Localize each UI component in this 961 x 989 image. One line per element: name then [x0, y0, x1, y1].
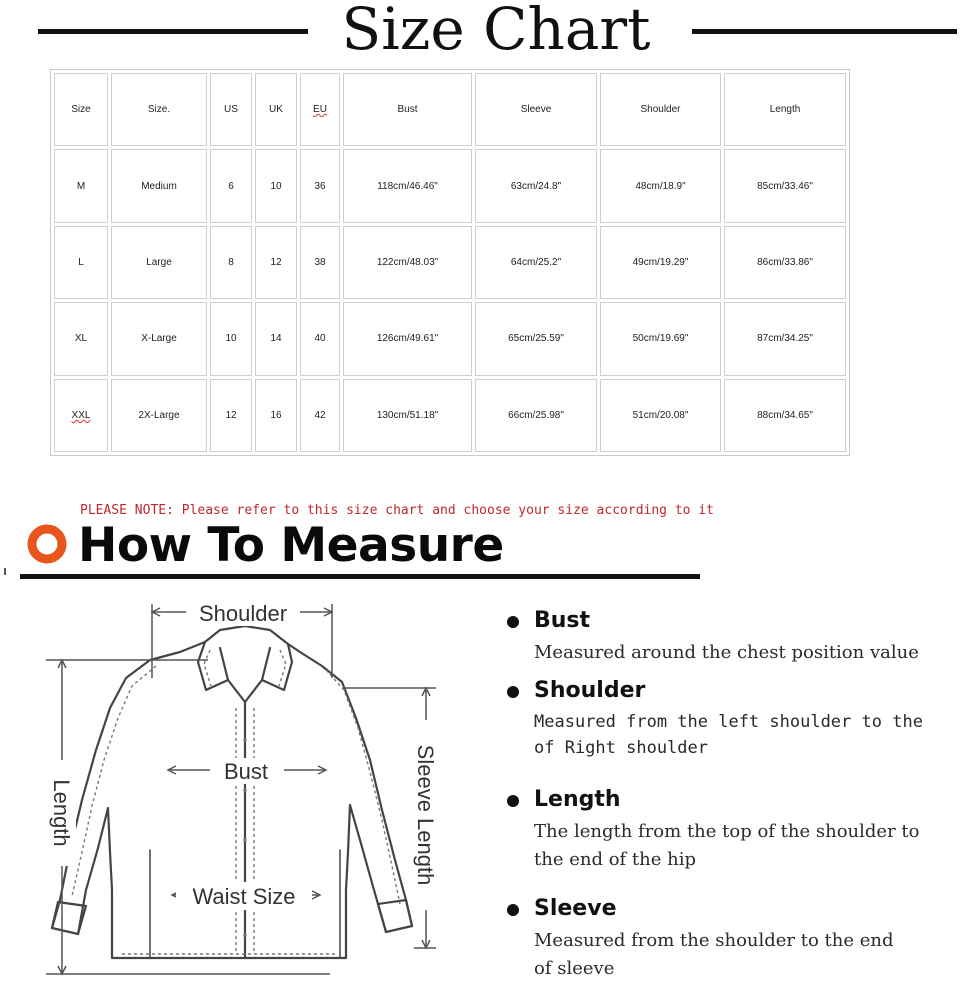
table-cell: 36 [300, 149, 340, 222]
definition-text [534, 927, 954, 983]
table-cell: 87cm/34.25" [724, 302, 846, 375]
how-to-measure-title: How To Measure [78, 518, 504, 573]
table-cell: 63cm/24.8" [475, 149, 597, 222]
bust-label: Bust [223, 759, 269, 784]
header-cell: US [210, 73, 252, 146]
title-rule-right [692, 29, 957, 34]
bullet-dot [507, 616, 519, 628]
table-header-row [54, 73, 846, 146]
definition-term: Length [534, 787, 621, 812]
definition-text [534, 639, 954, 667]
table-cell: 85cm/33.46" [724, 149, 846, 222]
definition-term: Shoulder [534, 678, 646, 703]
table-row [54, 226, 846, 299]
table-cell: 130cm/51.18" [343, 379, 472, 452]
table-row [54, 302, 846, 375]
size-note: PLEASE NOTE: Please refer to this size chart and choose your size according to it [80, 503, 714, 518]
table-cell: 118cm/46.46" [343, 149, 472, 222]
definition-line: the end of the hip [534, 849, 696, 870]
ring-icon [26, 523, 68, 565]
table-cell: 65cm/25.59" [475, 302, 597, 375]
bullet-dot [507, 686, 519, 698]
bullet-dot [507, 904, 519, 916]
table-cell: 8 [210, 226, 252, 299]
table-row [54, 149, 846, 222]
table-cell: 42 [300, 379, 340, 452]
table-cell: 16 [255, 379, 297, 452]
table-cell: L [54, 226, 108, 299]
table-cell: 64cm/25.2" [475, 226, 597, 299]
definition-line: Measured around the chest position value [534, 642, 919, 663]
definition-term: Bust [534, 608, 591, 633]
table-cell: M [54, 149, 108, 222]
table-cell: 12 [255, 226, 297, 299]
header-cell: Shoulder [600, 73, 721, 146]
shirt-measure-diagram [30, 590, 480, 985]
table-cell: 48cm/18.9" [600, 149, 721, 222]
table-cell: XXL [54, 379, 108, 452]
definition-line: of sleeve [534, 958, 615, 979]
definition-term: Sleeve [534, 896, 617, 921]
size-chart-header [0, 0, 961, 64]
table-cell: 88cm/34.65" [724, 379, 846, 452]
table-cell: 14 [255, 302, 297, 375]
table-row [54, 379, 846, 452]
table-cell: 66cm/25.98" [475, 379, 597, 452]
definition-line: Measured from the shoulder to the end [534, 930, 894, 951]
header-cell: Size [54, 73, 108, 146]
waist-label: Waist Size [192, 884, 296, 909]
definition-line: of Right shoulder [534, 738, 708, 758]
header-cell: Size. [111, 73, 207, 146]
table-cell: 10 [255, 149, 297, 222]
page-title: Size Chart [341, 0, 651, 63]
table-cell: Large [111, 226, 207, 299]
table-cell: XL [54, 302, 108, 375]
table-cell: 50cm/19.69" [600, 302, 721, 375]
table-cell: 10 [210, 302, 252, 375]
bullet-dot [507, 795, 519, 807]
definition-line: Measured from the left shoulder to the [534, 712, 923, 732]
table-cell: X-Large [111, 302, 207, 375]
sleeve-length-label: Sleeve Length [413, 744, 438, 886]
section-rule [20, 574, 700, 579]
table-cell: 6 [210, 149, 252, 222]
table-cell: 122cm/48.03" [343, 226, 472, 299]
size-table [50, 69, 850, 456]
header-cell: UK [255, 73, 297, 146]
table-cell: Medium [111, 149, 207, 222]
table-cell: 40 [300, 302, 340, 375]
header-cell: Length [724, 73, 846, 146]
table-cell: 2X-Large [111, 379, 207, 452]
table-cell: 49cm/19.29" [600, 226, 721, 299]
header-cell: Sleeve [475, 73, 597, 146]
shoulder-label: Shoulder [198, 601, 288, 626]
table-cell: 86cm/33.86" [724, 226, 846, 299]
table-cell: 51cm/20.08" [600, 379, 721, 452]
definition-text [534, 709, 954, 761]
definition-text [534, 818, 954, 874]
divider-mark [4, 568, 6, 575]
table-cell: 38 [300, 226, 340, 299]
header-cell: Bust [343, 73, 472, 146]
title-rule-left [38, 29, 308, 34]
table-cell: 126cm/49.61" [343, 302, 472, 375]
table-cell: 12 [210, 379, 252, 452]
header-cell: EU [300, 73, 340, 146]
length-label: Length [49, 779, 74, 847]
definition-line: The length from the top of the shoulder to [534, 821, 920, 842]
